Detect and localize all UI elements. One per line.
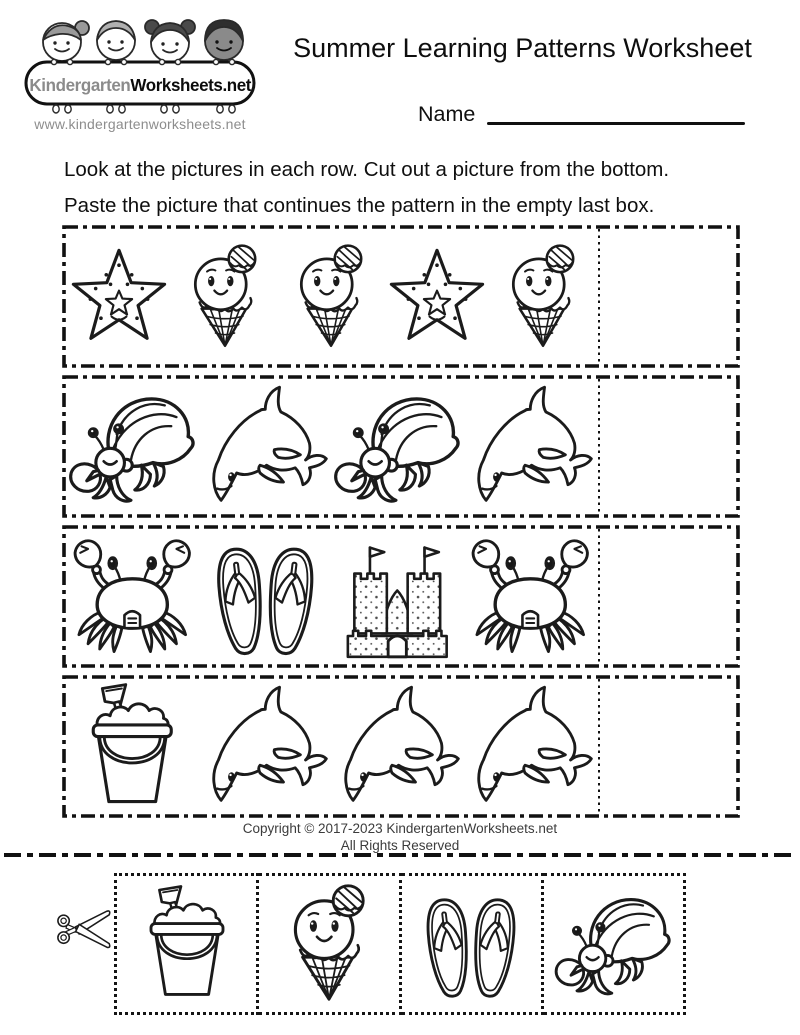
ice-cream-illustration [490, 229, 596, 364]
pattern-row-3 [62, 525, 740, 668]
answer-box-row-4 [599, 679, 736, 814]
copyright-line: Copyright © 2017-2023 KindergartenWorksheets.net [242, 821, 558, 836]
crab-illustration [464, 529, 597, 664]
hermit-crab-illustration [544, 873, 686, 1015]
site-url: www.kindergartenworksheets.net [34, 116, 246, 132]
row-3-items [66, 529, 596, 664]
brand-wordmark [29, 70, 250, 100]
copyright-block [0, 820, 800, 854]
flip-flops-illustration [199, 529, 332, 664]
ice-cream-illustration [172, 229, 278, 364]
dolphin-illustration [331, 679, 464, 814]
pattern-row-4 [62, 675, 740, 818]
ice-cream-illustration [278, 229, 384, 364]
dolphin-illustration [464, 679, 597, 814]
row-1-items [66, 229, 596, 364]
hermit-crab-illustration [331, 379, 464, 514]
sandcastle-illustration [331, 529, 464, 664]
dolphin-illustration [199, 679, 332, 814]
hermit-crab-illustration [66, 379, 199, 514]
starfish-illustration [384, 229, 490, 364]
ice-cream-illustration [259, 873, 401, 1015]
cutout-strip [114, 873, 686, 1015]
brand-gray-part: Kindergarten [29, 75, 131, 95]
name-write-line [487, 122, 745, 125]
answer-box-row-1 [599, 229, 736, 364]
flip-flops-illustration [402, 873, 544, 1015]
row-4-items [66, 679, 596, 814]
dolphin-illustration [199, 379, 332, 514]
answer-box-row-3 [599, 529, 736, 664]
starfish-illustration [66, 229, 172, 364]
name-label: Name [418, 102, 476, 126]
page-title: Summer Learning Patterns Worksheet [293, 33, 752, 63]
answer-box-row-2 [599, 379, 736, 514]
bucket-illustration [66, 679, 199, 814]
dolphin-illustration [464, 379, 597, 514]
site-logo [24, 14, 256, 146]
rights-line: All Rights Reserved [340, 838, 460, 853]
pattern-row-2 [62, 375, 740, 518]
instructions [64, 152, 754, 224]
row-2-items [66, 379, 596, 514]
instructions-line-1: Look at the pictures in each row. Cut out a picture from the bottom. [64, 158, 670, 181]
scissors-icon [54, 903, 114, 965]
brand-black-part: Worksheets.net [130, 75, 252, 95]
crab-illustration [66, 529, 199, 664]
bucket-illustration [114, 873, 259, 1015]
cut-here-line [4, 851, 796, 860]
pattern-row-1 [62, 225, 740, 368]
instructions-line-2: Paste the picture that continues the pattern in the empty last box. [64, 194, 655, 217]
